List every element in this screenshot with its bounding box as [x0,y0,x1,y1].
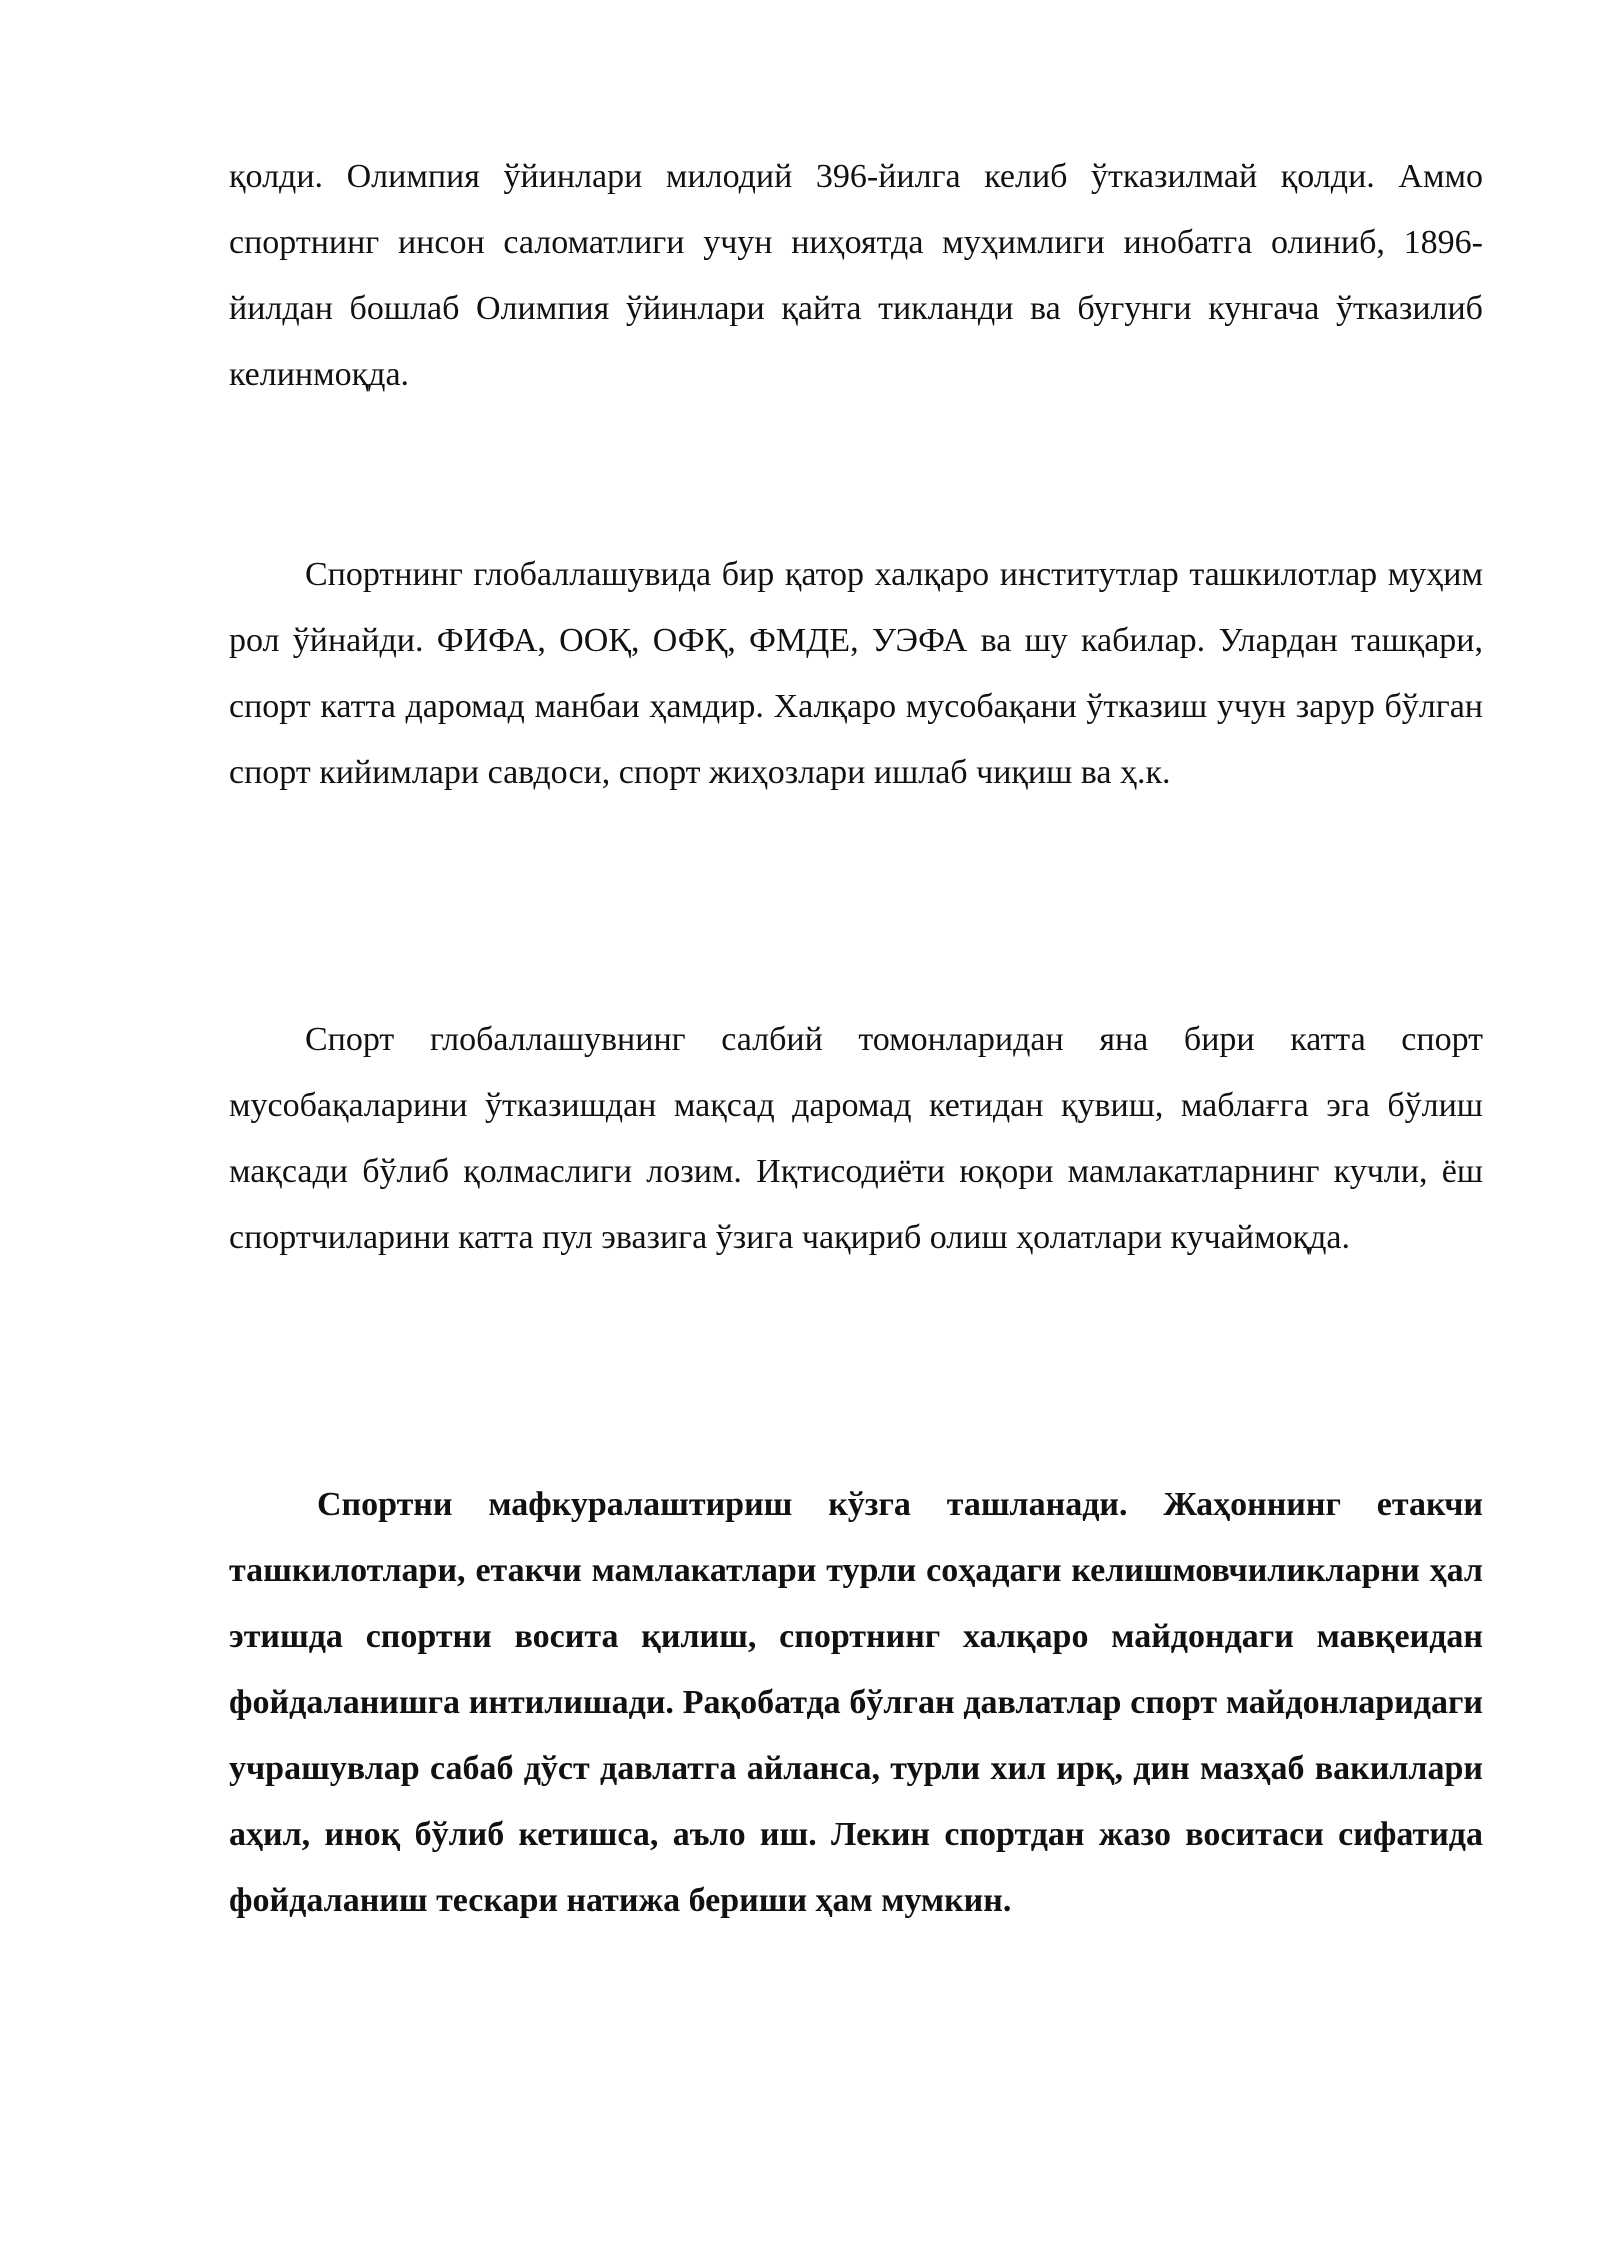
paragraph-sport-ideologization: Спортни мафкуралаштириш кўзга ташланади. Жаҳоннинг етакчи ташкилотлари, етакчи мамлакатлари турли соҳадаги келишмовчиликларни ҳал этишда спортни восита қилиш, спортнинг халқаро майдондаги мавқеидан фойдаланишга интилишади. Рақобатда бўлган давлатлар спорт майдонларидаги учрашувлар сабаб дўст давлатга айланса, турли хил ирқ, дин мазҳаб вакиллари аҳил, иноқ бўлиб кетишса, аъло иш. Лекин спортдан жазо воситаси сифатида фойдаланиш тескари натижа бериши ҳам мумкин. [229,1486,1483,1919]
paragraph-negative-aspects: Спорт глобаллашувнинг салбий томонларидан яна бири катта спорт мусобақаларини ўтказишдан мақсад даромад кетидан қувиш, маблағга эга бўлиш мақсади бўлиб қолмаслиги лозим. Иқтисодиёти юқори мамлакатларнинг кучли, ёш спортчиларини катта пул эвазига ўзига чақириб олиш ҳолатлари кучаймоқда. [229,1021,1483,1256]
paragraph-international-institutions: Спортнинг глобаллашувида бир қатор халқаро институтлар ташкилотлар муҳим рол ўйнайди. ФИФА, ООҚ, ОФҚ, ФМДЕ, УЭФА ва шу кабилар. Улардан ташқари, спорт катта даромад манбаи ҳамдир. Халқаро мусобақани ўтказиш учун зарур бўлган спорт кийимлари савдоси, спорт жиҳозлари ишлаб чиқиш ва ҳ.к. [229,556,1483,791]
paragraph-olympics-history: қолди. Олимпия ўйинлари милодий 396-йилга келиб ўтказилмай қолди. Аммо спортнинг инсон саломатлиги учун ниҳоятда муҳимлиги инобатга олиниб, 1896-йилдан бошлаб Олимпия ўйинлари қайта тикланди ва бугунги кунгача ўтказилиб келинмоқда. [229,158,1483,393]
